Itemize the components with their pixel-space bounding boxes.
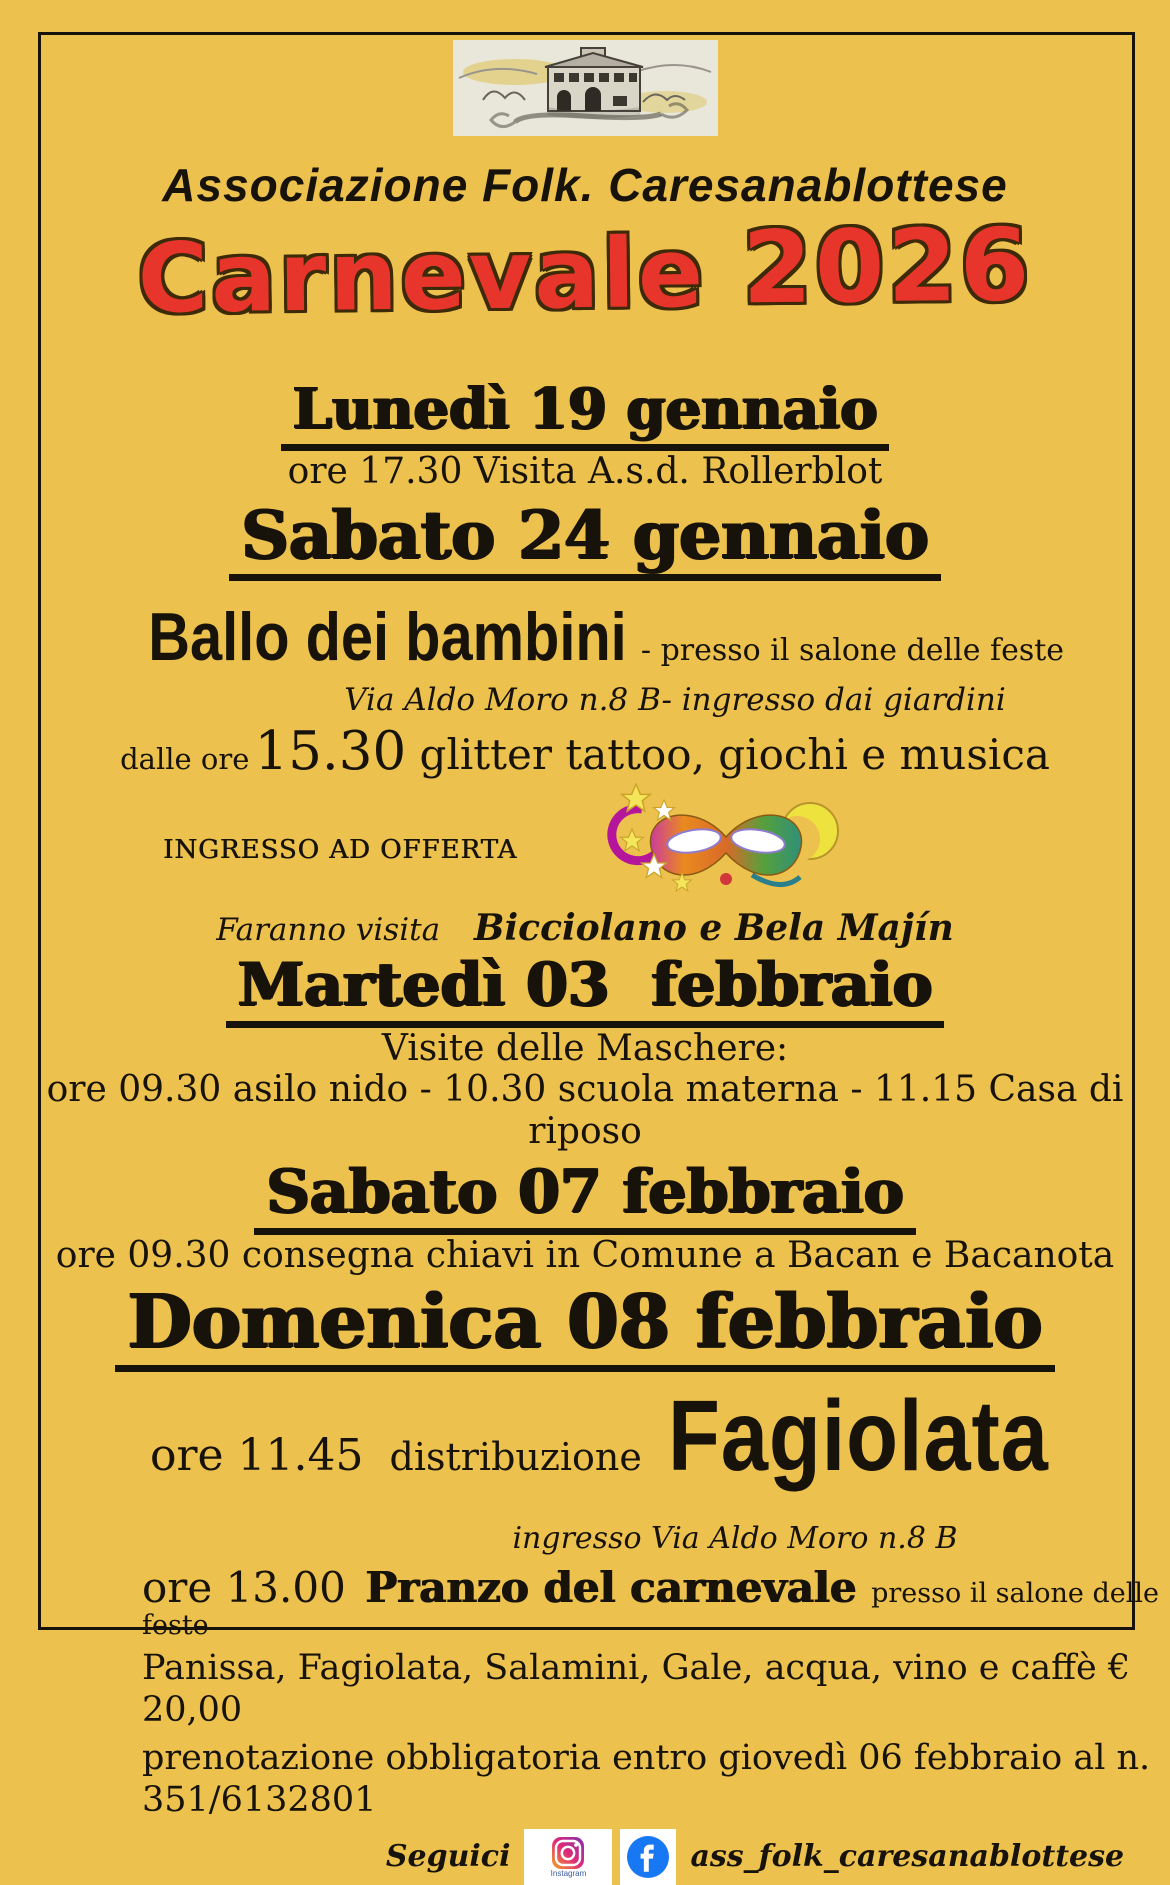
main-title-year: 2026 — [741, 205, 1033, 326]
event3-heading: Martedì 03 febbraio — [0, 955, 1170, 1028]
mask-and-entry-row — [0, 783, 1170, 907]
social-handle: ass_folk_caresanablottese — [690, 1839, 1125, 1875]
lunch-note: presso il salone delle feste — [142, 1577, 1159, 1641]
event2-time-detail: glitter tattoo, giochi e musica — [406, 729, 1050, 779]
main-title-word: Carnevale — [137, 216, 707, 335]
lunch-menu: Panissa, Fagiolata, Salamini, Gale, acqua, vino e caffè € 20,00 — [142, 1647, 1131, 1730]
event1-detail: ore 17.30 Visita A.s.d. Rollerblot — [287, 450, 883, 492]
distribution-label: distribuzione — [389, 1435, 642, 1480]
association-title: Associazione Folk. Caresanablottese — [162, 159, 1008, 211]
instagram-label: Instagram — [550, 1868, 587, 1878]
instagram-icon — [524, 1829, 612, 1885]
lunch-title: Pranzo del carnevale — [364, 1562, 856, 1612]
building-sketch-logo — [453, 40, 718, 136]
event2-entry-note: INGRESSO AD OFFERTA — [163, 835, 518, 866]
event4-detail: ore 09.30 consegna chiavi in Comune a Bacan e Bacanota — [55, 1235, 1115, 1277]
event2-time-prefix: dalle ore — [120, 741, 250, 776]
distribution-title: Fagiolata — [667, 1380, 1049, 1493]
event4-heading: Sabato 07 febbraio — [0, 1162, 1170, 1235]
event2-heading: Sabato 24 gennaio — [0, 502, 1170, 581]
visit-prefix: Faranno visita — [216, 912, 441, 949]
event5-address: ingresso Via Aldo Moro n.8 B — [512, 1521, 958, 1557]
event3-detail1: Visite delle Maschere: — [381, 1027, 789, 1069]
event5-heading: Domenica 08 febbraio — [0, 1285, 1170, 1372]
event2-time: 15.30 — [254, 720, 407, 782]
event2-title-note: - presso il salone delle feste — [640, 633, 1065, 669]
distribution-time: ore 11.45 — [150, 1430, 364, 1482]
facebook-icon — [620, 1829, 676, 1885]
follow-label: Seguici — [385, 1839, 511, 1875]
main-title — [0, 205, 1170, 335]
visit-names: Bicciolano e Bela Majín — [474, 907, 954, 950]
event3-detail2: ore 09.30 asilo nido - 10.30 scuola materna - 11.15 Casa di riposo — [46, 1069, 1124, 1152]
carnival-mask-image — [602, 783, 848, 911]
event2-title-line — [0, 599, 1170, 676]
event1-heading: Lunedì 19 gennaio — [0, 381, 1170, 450]
event2-title: Ballo dei bambini — [148, 599, 627, 676]
lunch-booking: prenotazione obbligatoria entro giovedì 06 febbraio al n. 351/6132801 — [142, 1737, 1151, 1820]
event5-lunch-line — [0, 1562, 1170, 1641]
event2-time-line — [0, 720, 1170, 782]
event5-distribution-line — [0, 1380, 1170, 1493]
event2-address: Via Aldo Moro n.8 B- ingresso dai giardini — [344, 682, 1006, 719]
event2-visit-line — [0, 909, 1170, 949]
social-footer — [170, 1829, 1170, 1885]
lunch-time: ore 13.00 — [142, 1562, 346, 1612]
